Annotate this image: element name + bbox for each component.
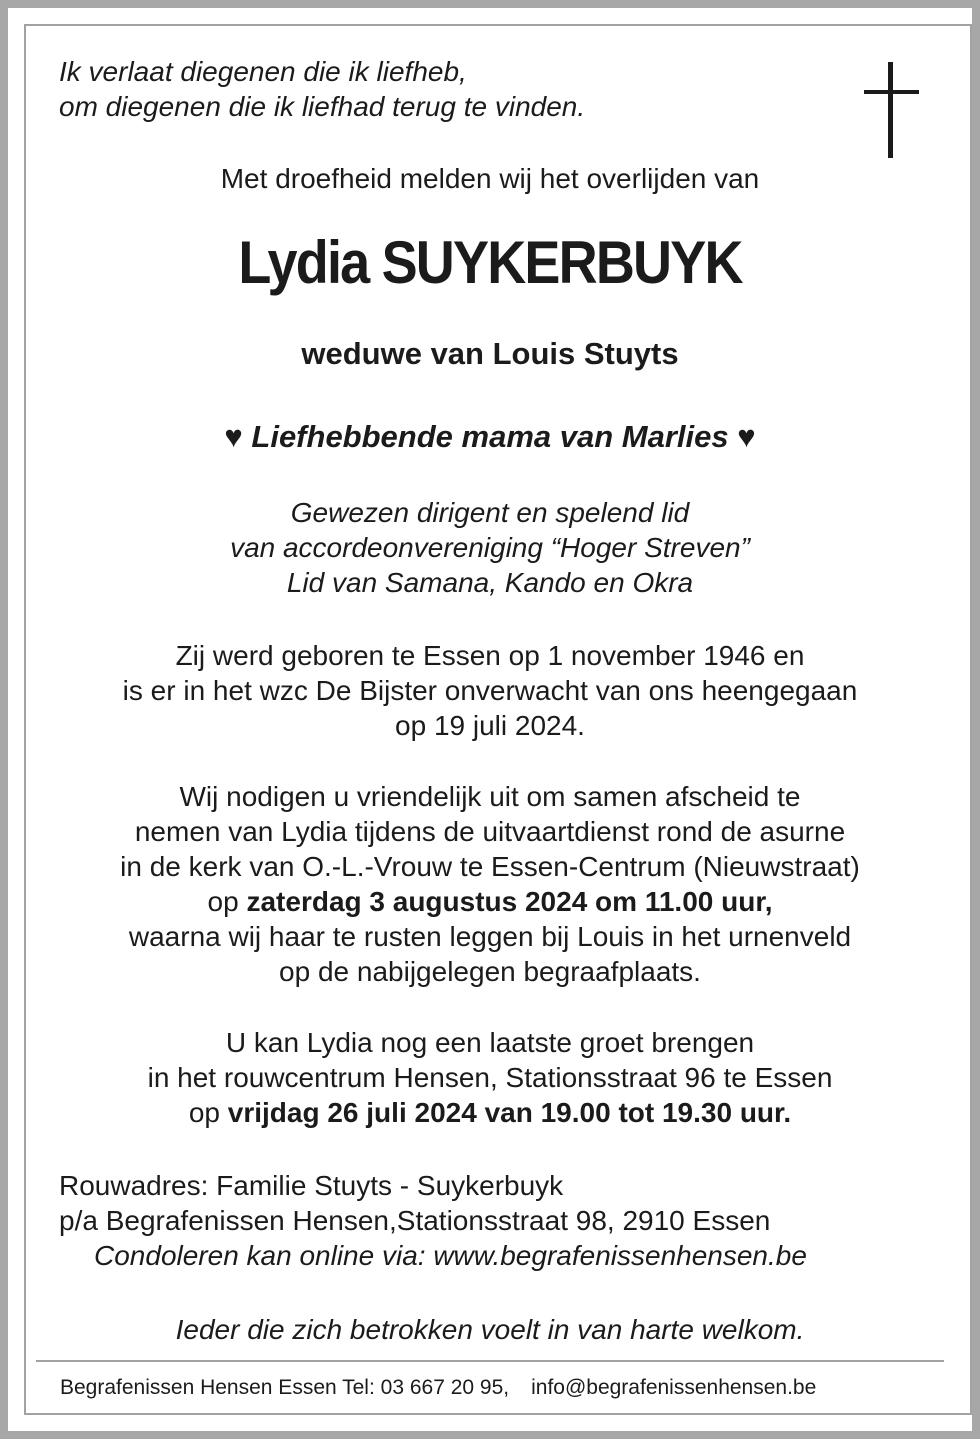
footer-email: info@begrafenissenhensen.be [531,1376,817,1399]
address-line: Rouwadres: Familie Stuyts - Suykerbuyk [59,1170,564,1201]
mama-line [40,419,940,454]
intro-text: Met droefheid melden wij het overlijden van [220,163,760,194]
address-line: p/a Begrafenissen Hensen,Stationsstraat 98, 2910 Essen [59,1205,771,1236]
invite-line: op de nabijgelegen begraafplaats. [279,956,701,987]
role-line: Lid van Samana, Kando en Okra [286,567,694,598]
opening-poem [59,54,585,124]
roles-block [40,495,940,600]
heart-icon: ♥ [224,419,243,454]
footer-contact: Begrafenissen Hensen Essen Tel: 03 667 20 95, [60,1376,510,1399]
invite-line: nemen van Lydia tijdens de uitvaartdienst rond de asurne [134,816,846,847]
invite-line: in de kerk van O.-L.-Vrouw te Essen-Centrum (Nieuwstraat) [120,851,860,882]
widow-of: weduwe van Louis Stuyts [301,336,679,371]
born-line: is er in het wzc De Bijster onverwacht van ons heengegaan [122,675,858,706]
mama-text: Liefhebbende mama van Marlies [251,419,729,454]
born-line: op 19 juli 2024. [395,710,585,741]
deceased-name: Lydia SUYKERBUYK [238,229,742,296]
condolence-text: Condoleren kan online via: www.begrafenissenhensen.be [94,1240,807,1271]
mourning-address [59,1168,770,1238]
invite-line: waarna wij haar te rusten leggen bij Louis in het urnenveld [128,921,852,952]
visitation-date: vrijdag 26 juli 2024 van 19.00 tot 19.30 uur. [227,1097,792,1128]
birth-death-block [40,638,940,743]
funeral-invitation [40,779,940,989]
visitation-block [40,1025,940,1130]
divider [36,1360,944,1362]
funeral-date: zaterdag 3 augustus 2024 om 11.00 uur, [246,886,773,917]
footer [60,1375,816,1401]
role-line: Gewezen dirigent en spelend lid [290,497,690,528]
welcome-text: Ieder die zich betrokken voelt in van harte welkom. [175,1314,805,1345]
poem-line-2: om diegenen die ik liefhad terug te vinden. [59,91,586,122]
born-line: Zij werd geboren te Essen op 1 november 1946 en [175,640,805,671]
visit-date-prefix: op [188,1097,228,1128]
visit-date-line [40,1095,940,1130]
invite-date-line [40,884,940,919]
poem-line-1: Ik verlaat diegenen die ik liefheb, [59,56,467,87]
invite-date-prefix: op [207,886,247,917]
visit-line: U kan Lydia nog een laatste groet brengen [225,1027,755,1058]
heart-icon: ♥ [737,419,756,454]
invite-line: Wij nodigen u vriendelijk uit om samen afscheid te [179,781,801,812]
visit-line: in het rouwcentrum Hensen, Stationsstraat 96 te Essen [147,1062,833,1093]
role-line: van accordeonvereniging “Hoger Streven” [230,532,750,563]
